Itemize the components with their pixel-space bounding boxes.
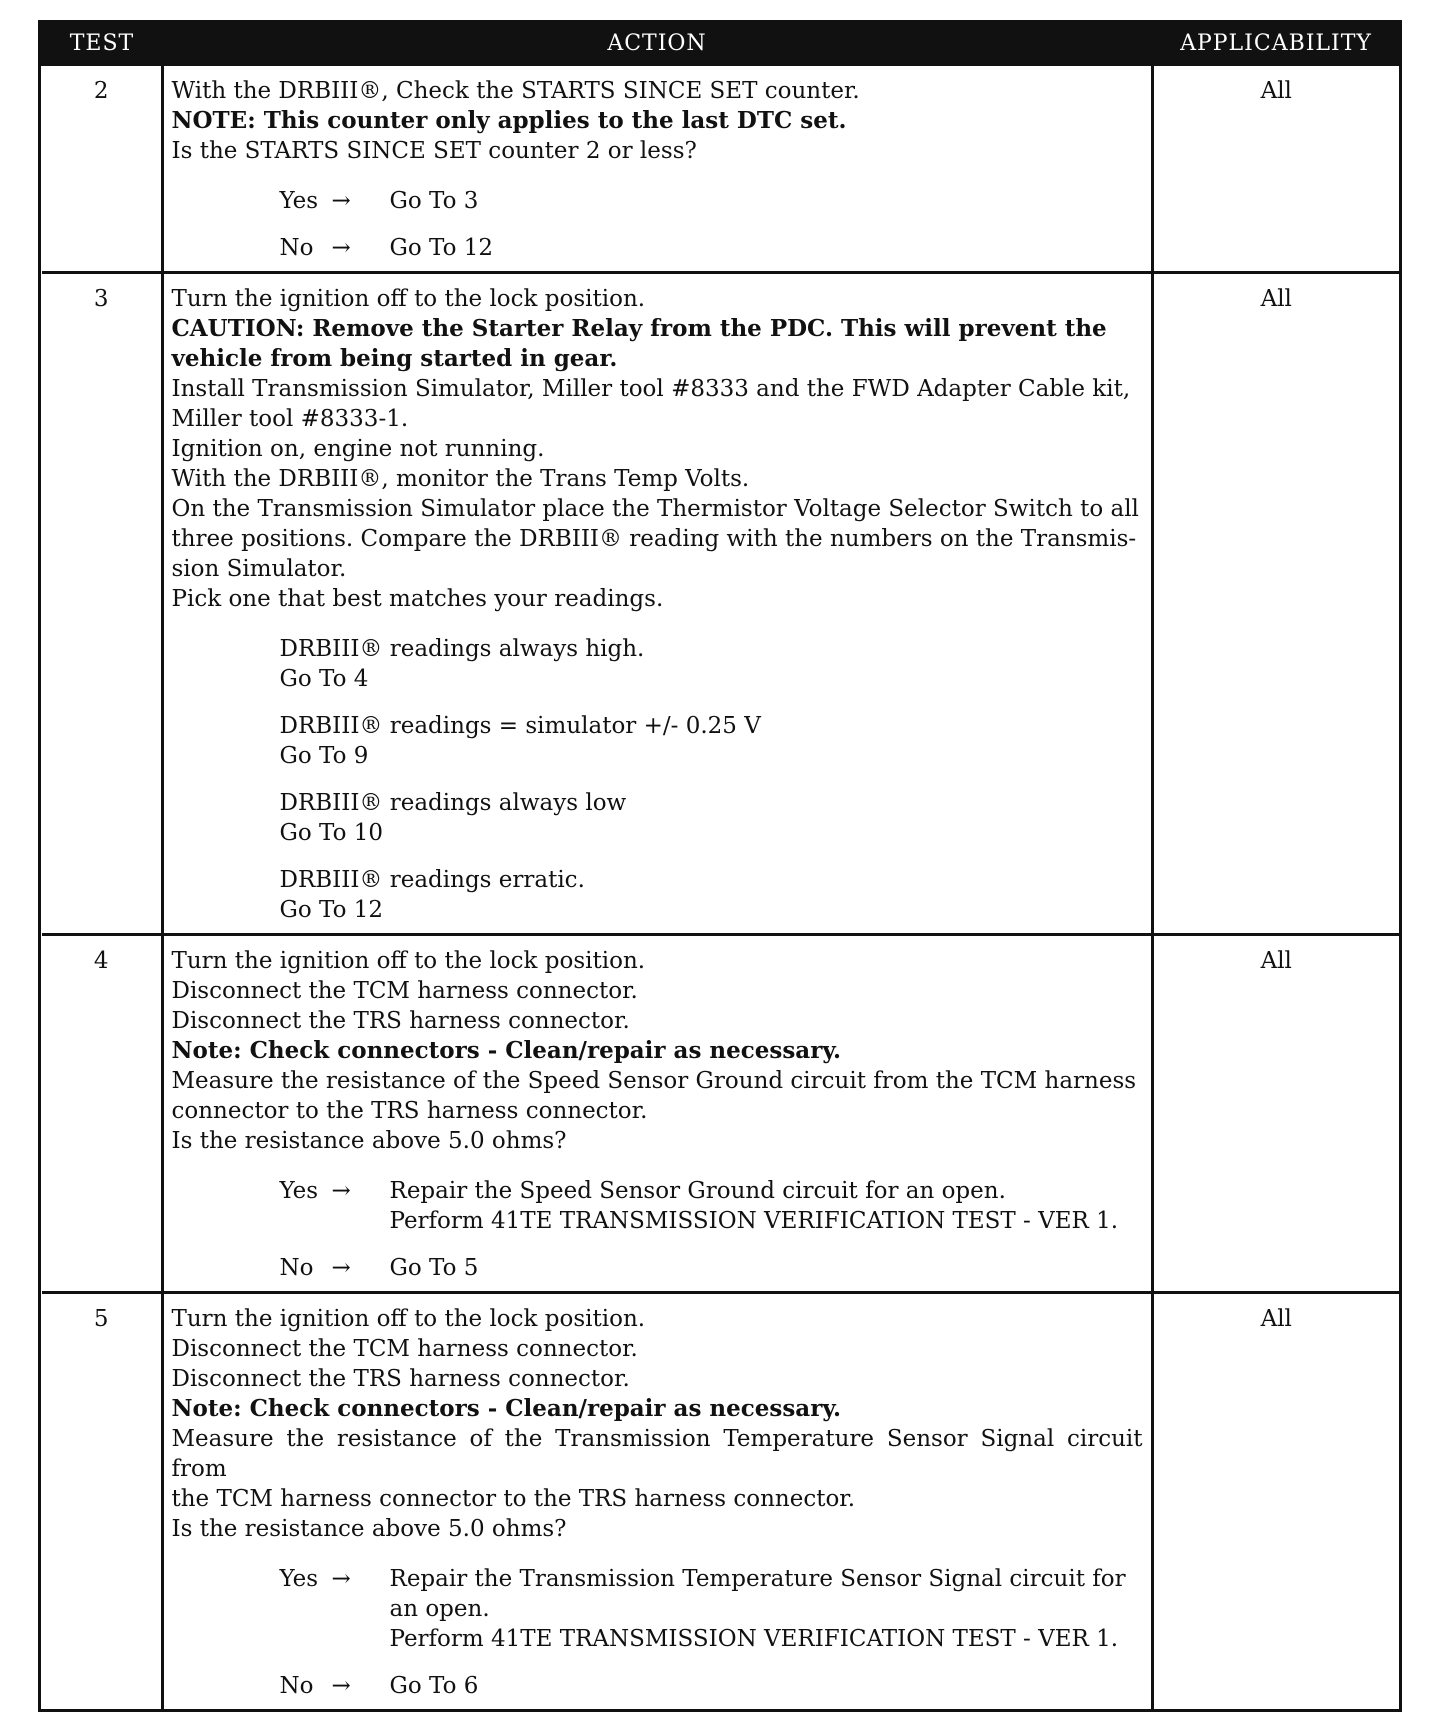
arrow-icon: → [331,235,351,261]
result-line: Go To 12 [389,235,494,261]
outcome-yes [280,1176,1143,1236]
choice-label: DRBIII® readings = simulator +/- 0.25 V [279,713,761,739]
action-line: Measure the resistance of the Speed Sensor Ground circuit from the TCM harness [171,1068,1137,1094]
action-line: Disconnect the TRS harness connector. [171,1008,630,1034]
outcome-answer: No [279,1255,314,1281]
question-line: Is the STARTS SINCE SET counter 2 or less? [171,138,697,164]
table-row [42,1293,1399,1710]
header-applicability: APPLICABILITY [1152,23,1399,65]
outcome-answer: No [279,235,314,261]
action-line: With the DRBIII®, Check the STARTS SINCE SET counter. [171,78,860,104]
action-line: With the DRBIII®, monitor the Trans Temp Volts. [171,466,750,492]
test-number: 5 [42,1293,162,1710]
question-line: Is the resistance above 5.0 ohms? [171,1128,567,1154]
outcome-result [390,233,1143,263]
action-cell [162,273,1152,935]
action-line: Miller tool #8333-1. [171,406,409,432]
arrow-icon: → [331,1255,351,1281]
outcome-result [390,1253,1143,1283]
choice-label: DRBIII® readings always low [279,790,627,816]
action-line: three positions. Compare the DRBIII® reading with the numbers on the Transmis- [171,526,1137,552]
test-number: 2 [42,65,162,273]
arrow-icon: → [331,188,351,214]
action-line: connector to the TRS harness connector. [171,1098,648,1124]
action-cell [162,1293,1152,1710]
test-table [41,23,1399,1709]
applicability-cell: All [1152,273,1399,935]
action-line: Measure the resistance of the Transmission Temperature Sensor Signal circuit from [171,1426,1143,1482]
outcome-answer: No [279,1673,314,1699]
outcome-yes [280,186,1143,216]
choice-goto: Go To 4 [279,666,369,692]
table-row [42,273,1399,935]
outcome-answer: Yes [279,1178,319,1204]
table-row [42,65,1399,273]
action-line: Pick one that best matches your readings. [171,586,664,612]
header-row [42,23,1399,65]
outcome-result [390,1564,1143,1654]
choice-goto: Go To 10 [279,820,384,846]
outcome-yes [280,1564,1143,1654]
arrow-icon: → [331,1566,351,1592]
result-line: Repair the Transmission Temperature Sensor Signal circuit for [389,1566,1126,1592]
action-line: Install Transmission Simulator, Miller tool #8333 and the FWD Adapter Cable kit, [171,376,1131,402]
header-test: TEST [42,23,162,65]
arrow-icon: → [331,1178,351,1204]
action-cell [162,935,1152,1293]
action-line: On the Transmission Simulator place the Thermistor Voltage Selector Switch to all [171,496,1139,522]
action-line: Turn the ignition off to the lock position. [171,1306,646,1332]
note-line: Note: Check connectors - Clean/repair as necessary. [171,1395,842,1422]
action-cell [162,65,1152,273]
test-number: 3 [42,273,162,935]
outcome-no [280,233,1143,263]
arrow-icon: → [331,1673,351,1699]
applicability-cell: All [1152,1293,1399,1710]
caution-line: CAUTION: Remove the Starter Relay from the PDC. This will prevent the [171,315,1107,342]
action-line: the TCM harness connector to the TRS harness connector. [171,1486,856,1512]
result-line: Go To 6 [389,1673,479,1699]
result-line: Perform 41TE TRANSMISSION VERIFICATION TEST - VER 1. [389,1208,1119,1234]
note-line: Note: Check connectors - Clean/repair as necessary. [171,1037,842,1064]
caution-line: vehicle from being started in gear. [171,345,618,372]
result-line: Go To 5 [389,1255,479,1281]
header-action: ACTION [162,23,1152,65]
result-line: Go To 3 [389,188,479,214]
note-line: NOTE: This counter only applies to the last DTC set. [171,107,847,134]
action-line: Turn the ignition off to the lock position. [171,286,646,312]
result-line: Perform 41TE TRANSMISSION VERIFICATION TEST - VER 1. [389,1626,1119,1652]
table-row [42,935,1399,1293]
outcome-answer: Yes [279,188,319,214]
action-line: Disconnect the TRS harness connector. [171,1366,630,1392]
outcome-no [280,1671,1143,1701]
result-line: Repair the Speed Sensor Ground circuit for an open. [389,1178,1006,1204]
diagnostic-table [38,20,1402,1712]
outcome-answer: Yes [279,1566,319,1592]
applicability-cell: All [1152,65,1399,273]
choice-label: DRBIII® readings erratic. [279,867,585,893]
choice-goto: Go To 9 [279,743,369,769]
result-line: an open. [389,1596,490,1622]
action-line: Disconnect the TCM harness connector. [171,978,638,1004]
choice-label: DRBIII® readings always high. [279,636,645,662]
outcome-no [280,1253,1143,1283]
question-line: Is the resistance above 5.0 ohms? [171,1516,567,1542]
action-line: Disconnect the TCM harness connector. [171,1336,638,1362]
applicability-cell: All [1152,935,1399,1293]
outcome-result [390,1176,1143,1236]
action-line: Turn the ignition off to the lock position. [171,948,646,974]
action-line: Ignition on, engine not running. [171,436,545,462]
outcome-result [390,186,1143,216]
choice-goto: Go To 12 [279,897,384,923]
test-number: 4 [42,935,162,1293]
outcome-result [390,1671,1143,1701]
action-line: sion Simulator. [171,556,347,582]
